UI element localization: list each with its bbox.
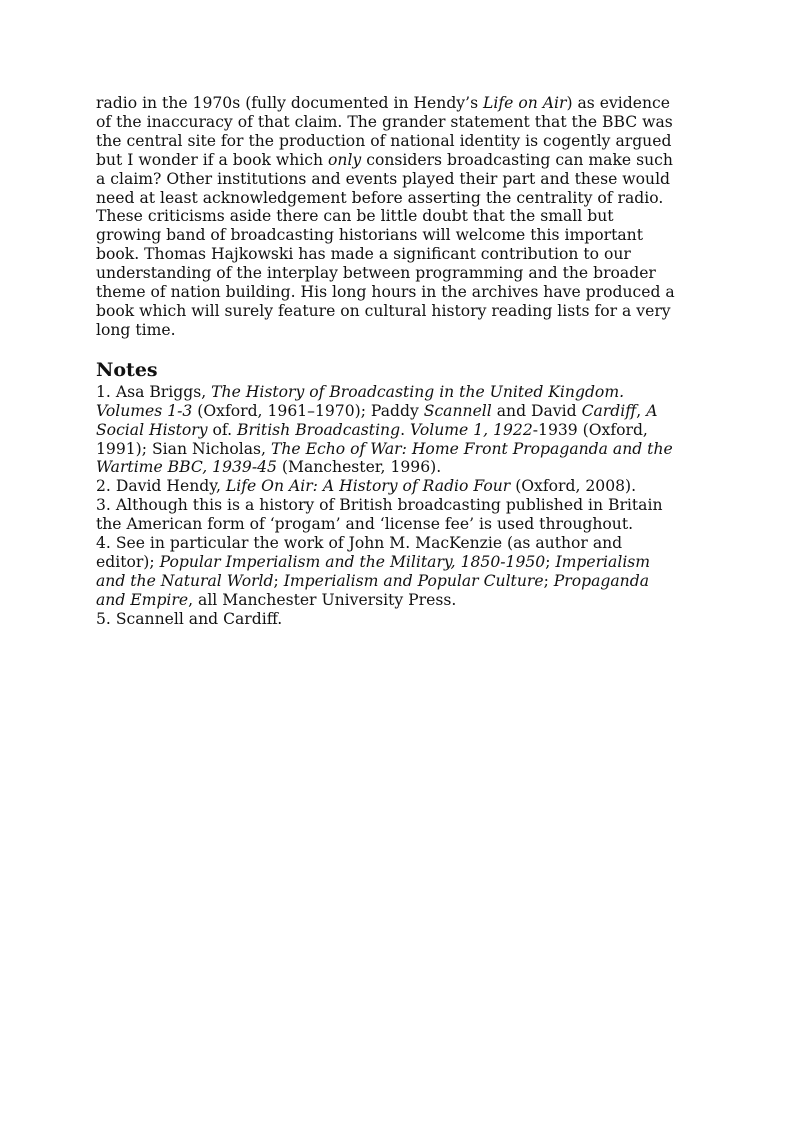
text-run: theme of nation building. His long hours in the archives have produced a [96,283,675,302]
note-line [96,496,706,515]
text-run: (Manchester, 1996). [276,458,442,477]
italic-text: Wartime BBC, 1939-45 [96,458,277,477]
paragraph-line [96,283,706,302]
text-run: ; [545,552,556,571]
text-run: and David [491,401,582,420]
note-line [96,421,706,440]
note-line [96,440,706,459]
paragraph-line [96,226,706,245]
text-run: , [636,401,647,420]
italic-text: Imperialism and Popular Culture [283,571,544,590]
text-run: 2. David Hendy, [96,477,226,496]
text-run: understanding of the interplay between programming and the broader [96,264,656,283]
italic-text: Popular Imperialism and the Military, 1850-1950 [159,552,546,571]
note-line [96,383,706,402]
text-run: 5. Scannell and Cardiff. [96,609,283,628]
paragraph-line [96,132,706,151]
text-run: need at least acknowledgement before asserting the centrality of radio. [96,188,664,207]
italic-text: Cardiff [581,401,637,420]
body-paragraph [96,94,706,340]
text-run: the American form of ‘progam’ and ‘license fee’ is used throughout. [96,515,634,534]
text-run: growing band of broadcasting historians will welcome this important [96,226,643,245]
text-run: , all Manchester University Press. [188,590,457,609]
text-run: 1991); Sian Nicholas, [96,439,271,458]
text-run: 4. See in particular the work of John M. MacKenzie (as author and [96,534,623,553]
italic-text: Propaganda [553,571,649,590]
note-line [96,610,706,629]
italic-text: A [646,401,658,420]
text-run: a claim? Other institutions and events played their part and these would [96,169,671,188]
italic-text: Life on Air [483,94,567,112]
text-run: long time. [96,320,176,339]
italic-text: Scannell [423,401,492,420]
note-line [96,572,706,591]
text-run: (Oxford, 1961–1970); Paddy [192,401,424,420]
text-run: radio in the 1970s (fully documented in Hendy’s [96,94,484,112]
paragraph-line [96,264,706,283]
paragraph-line [96,321,706,340]
text-run: book which will surely feature on cultural history reading lists for a very [96,301,671,320]
paragraph-line [96,245,706,264]
italic-text: Imperialism [555,552,651,571]
italic-text: Life On Air: A History of Radio Four [225,477,511,496]
italic-text: Social History [96,420,208,439]
notes-list [96,383,706,629]
note-line [96,553,706,572]
text-run: ; [273,571,284,590]
text-run: -1939 (Oxford, [532,420,648,439]
paragraph-line [96,207,706,226]
italic-text: and Empire [96,590,189,609]
note-line [96,534,706,553]
text-run: ; [543,571,554,590]
italic-text: British Broadcasting [237,420,401,439]
italic-text: Volume 1, 1922 [410,420,533,439]
text-run: editor); [96,552,160,571]
text-run: 1. Asa Briggs, [96,382,212,401]
text-run: book. Thomas Hajkowski has made a significant contribution to our [96,245,631,264]
note-line [96,477,706,496]
note-line [96,402,706,421]
note-line [96,458,706,477]
document-page [96,94,706,629]
text-run: ) as evidence [566,94,670,112]
note-line [96,515,706,534]
text-run: but I wonder if a book which [96,150,329,169]
text-run: . [400,420,411,439]
paragraph-line [96,302,706,321]
text-run: 3. Although this is a history of British broadcasting published in Britain [96,496,663,515]
italic-text: The History of Broadcasting in the United Kingdom. [211,382,625,401]
text-run: These criticisms aside there can be little doubt that the small but [96,207,614,226]
text-run: the central site for the production of national identity is cogently argued [96,131,672,150]
paragraph-line [96,189,706,208]
paragraph-line [96,94,706,113]
text-run: considers broadcasting can make such [361,150,673,169]
paragraph-line [96,113,706,132]
text-run: (Oxford, 2008). [510,477,637,496]
italic-text: and the Natural World [96,571,274,590]
paragraph-line [96,151,706,170]
note-line [96,591,706,610]
italic-text: only [328,150,362,169]
notes-heading: Notes [96,358,158,381]
paragraph-line [96,170,706,189]
italic-text: The Echo of War: Home Front Propaganda and the [270,439,673,458]
text-run: of the inaccuracy of that claim. The grander statement that the BBC was [96,112,673,131]
italic-text: Volumes 1-3 [96,401,193,420]
text-run: of. [207,420,238,439]
